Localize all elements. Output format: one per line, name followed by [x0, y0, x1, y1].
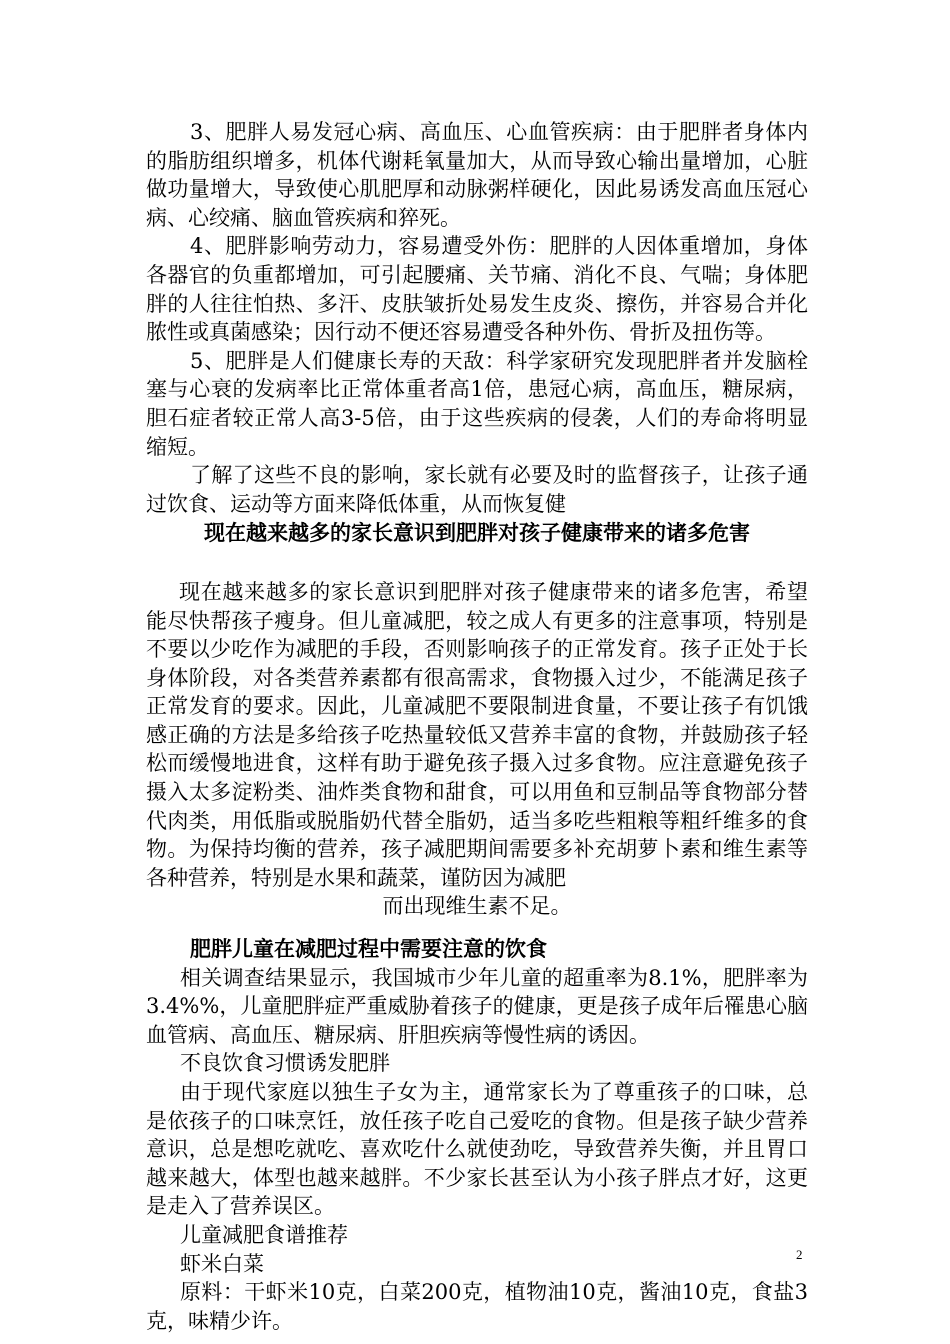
- paragraph-obesity-labor-injury: 4、肥胖影响劳动力，容易遭受外伤：肥胖的人因体重增加，身体各器官的负重都增加，可引起腰痛、关节痛、消化不良、气喘；身体肥胖的人往往怕热、多汗、皮肤皱折处易发生皮炎、擦伤，并容易合并化脓性或真菌感染；因行动不便还容易遭受各种外伤、骨折及扭伤等。: [146, 234, 808, 345]
- section-heading-diet-notes: 肥胖儿童在减肥过程中需要注意的饮食: [190, 936, 547, 962]
- paragraph-child-weight-loss: 现在越来越多的家长意识到肥胖对孩子健康带来的诸多危害，希望能尽快帮孩子瘦身。但儿童减肥，较之成人有更多的注意事项，特别是不要以少吃作为减肥的手段，否则影响孩子的正常发育。孩子正处于长身体阶段，对各类营养素都有很高需求，食物摄入过少，不能满足孩子正常发育的要求。因此，儿童减肥不要限制进食量，不要让孩子有饥饿感正确的方法是多给孩子吃热量较低又营养丰富的食物，并鼓励孩子轻松而缓慢地进食，这样有助于避免孩子摄入过多食物。应注意避免孩子摄入太多淀粉类、油炸类食物和甜食，可以用鱼和豆制品等食物部分替代肉类，用低脂或脱脂奶代替全脂奶，适当多吃些粗粮等粗纤维多的食物。为保持均衡的营养，孩子减肥期间需要多补充胡萝卜素和维生素等各种营养，特别是水果和蔬菜，谨防因为减肥: [146, 579, 808, 890]
- subheading-recipes: 儿童减肥食谱推荐: [180, 1222, 348, 1247]
- spacer: [146, 921, 808, 935]
- spacer: [146, 548, 808, 578]
- paragraph-bad-habits: 由于现代家庭以独生子女为主，通常家长为了尊重孩子的口味，总是依孩子的口味烹饪，放任孩子吃自己爱吃的食物。但是孩子缺少营养意识，总是想吃就吃、喜欢吃什么就使劲吃，导致营养失衡，并且胃口越来越大，体型也越来越胖。不少家长甚至认为小孩子胖点才好，这更是走入了营养误区。: [146, 1080, 808, 1219]
- recipe-name: 虾米白菜: [180, 1251, 264, 1276]
- subheading-bad-habits: 不良饮食习惯诱发肥胖: [180, 1051, 390, 1076]
- document-body: [146, 118, 808, 1335]
- paragraph-obesity-longevity: 5、肥胖是人们健康长寿的天敌：科学家研究发现肥胖者并发脑栓塞与心衰的发病率比正常体重者高1倍，患冠心病，高血压，糖尿病，胆石症者较正常人高3-5倍，由于这些疾病的侵袭，人们的寿命将明显缩短。: [146, 348, 808, 459]
- section-heading-parents-awareness: 现在越来越多的家长意识到肥胖对孩子健康带来的诸多危害: [204, 520, 750, 546]
- recipe-ingredients: 原料：干虾米10克，白菜200克，植物油10克，酱油10克，食盐3克，味精少许。: [146, 1280, 808, 1333]
- page-number: 2: [796, 1247, 803, 1262]
- paragraph-parent-supervision: 了解了这些不良的影响，家长就有必要及时的监督孩子，让孩子通过饮食、运动等方面来降低体重，从而恢复健: [146, 463, 808, 516]
- paragraph-survey-results: 相关调查结果显示，我国城市少年儿童的超重率为8.1%，肥胖率为3.4%%，儿童肥胖症严重威胁着孩子的健康，更是孩子成年后罹患心脑血管病、高血压、糖尿病、肝胆疾病等慢性病的诱因。: [146, 965, 808, 1047]
- paragraph-obesity-heart-disease: 3、肥胖人易发冠心病、高血压、心血管疾病：由于肥胖者身体内的脂肪组织增多，机体代谢耗氧量加大，从而导致心输出量增加，心脏做功量增大，导致使心肌肥厚和动脉粥样硬化，因此易诱发高血压冠心病、心绞痛、脑血管疾病和猝死。: [146, 120, 808, 230]
- paragraph-child-weight-loss-end: 而出现维生素不足。: [382, 894, 572, 919]
